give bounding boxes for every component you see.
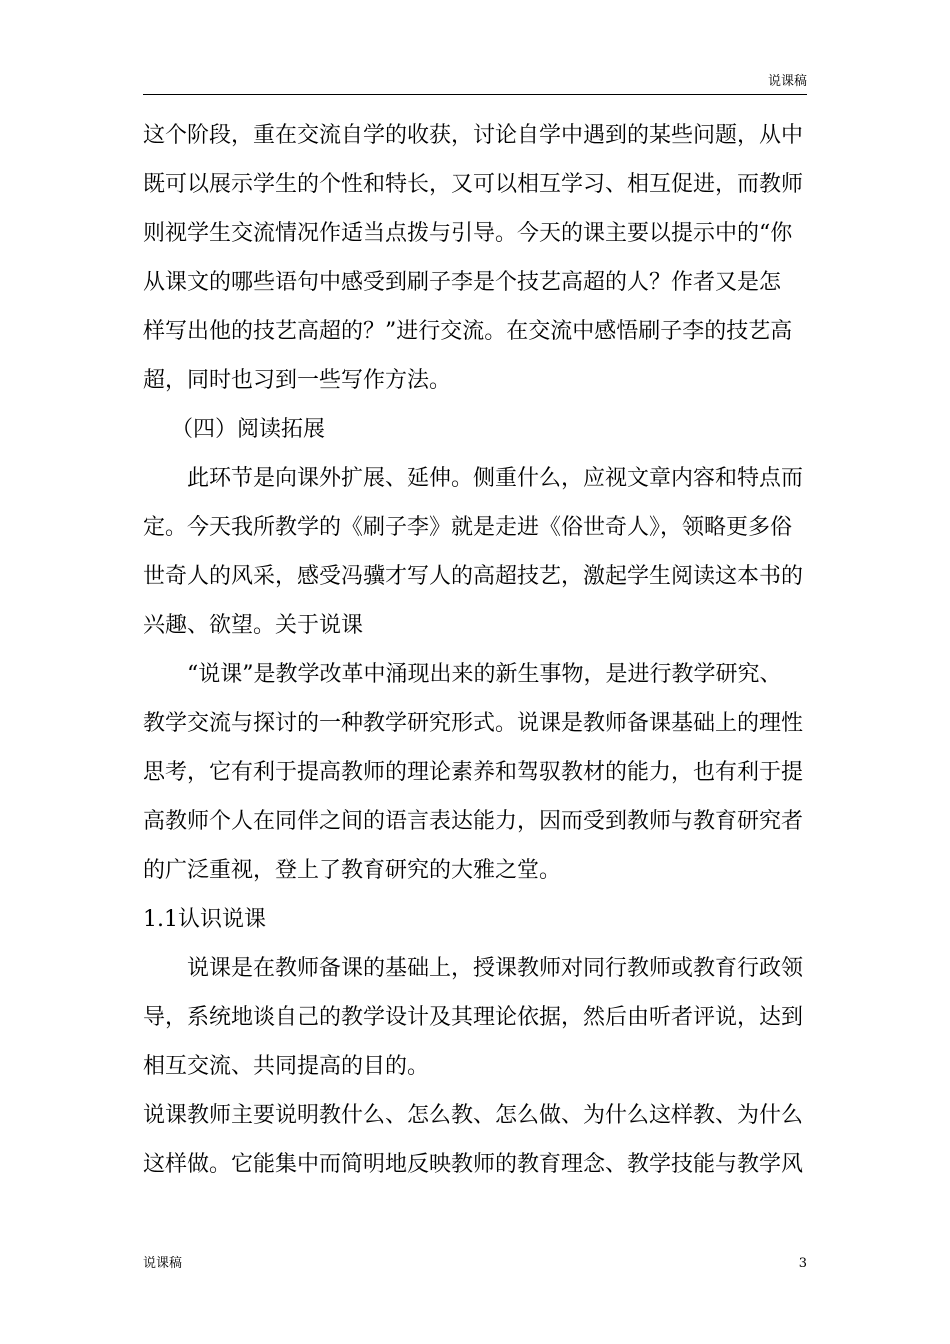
text-line: 教学交流与探讨的一种教学研究形式。说课是教师备课基础上的理性: [143, 711, 804, 736]
page-number: 3: [798, 1256, 807, 1271]
text-line: 说课教师主要说明教什么、怎么教、怎么做、为什么这样教、为什么: [143, 1103, 804, 1128]
text-line: 思考，它有利于提高教师的理论素养和驾驭教材的能力，也有利于提: [143, 760, 804, 785]
document-body: [143, 111, 807, 1189]
page-header: [143, 70, 807, 95]
text-line: 从课文的哪些语句中感受到刷子李是个技艺高超的人？作者又是怎: [143, 270, 782, 295]
text-line: 相互交流、共同提高的目的。: [143, 1054, 430, 1079]
text-line: 的广泛重视，登上了教育研究的大雅之堂。: [143, 858, 562, 883]
text-line: “说课”是教学改革中涌现出来的新生事物，是进行教学研究、: [187, 662, 782, 687]
header-title: 说课稿: [767, 74, 807, 89]
section-heading: （四）阅读拓展: [171, 417, 326, 442]
text-line: 此环节是向课外扩展、延伸。侧重什么，应视文章内容和特点而: [187, 466, 804, 491]
text-line: 样写出他的技艺高超的？”进行交流。在交流中感悟刷子李的技艺高: [143, 319, 793, 344]
text-line: 这样做。它能集中而简明地反映教师的教育理念、教学技能与教学风: [143, 1152, 804, 1177]
text-line: 定。今天我所教学的《刷子李》就是走进《俗世奇人》，领略更多俗: [143, 515, 793, 540]
text-line: 则视学生交流情况作适当点拨与引导。今天的课主要以提示中的“你: [143, 221, 793, 246]
text-line: 超，同时也习到一些写作方法。: [143, 368, 452, 393]
text-line: 说课是在教师备课的基础上，授课教师对同行教师或教育行政领: [187, 956, 804, 981]
text-line: 导，系统地谈自己的教学设计及其理论依据，然后由听者评说，达到: [143, 1005, 804, 1030]
page-footer: [143, 1255, 807, 1273]
footer-title: 说课稿: [143, 1256, 183, 1271]
text-line: 世奇人的风采，感受冯骥才写人的高超技艺，激起学生阅读这本书的: [143, 564, 804, 589]
section-heading: 1.1认识说课: [143, 907, 266, 932]
text-line: 这个阶段，重在交流自学的收获，讨论自学中遇到的某些问题，从中: [143, 123, 804, 148]
text-line: 既可以展示学生的个性和特长，又可以相互学习、相互促进，而教师: [143, 172, 804, 197]
text-line: 兴趣、欲望。关于说课: [143, 613, 364, 638]
text-line: 高教师个人在同伴之间的语言表达能力，因而受到教师与教育研究者: [143, 809, 804, 834]
